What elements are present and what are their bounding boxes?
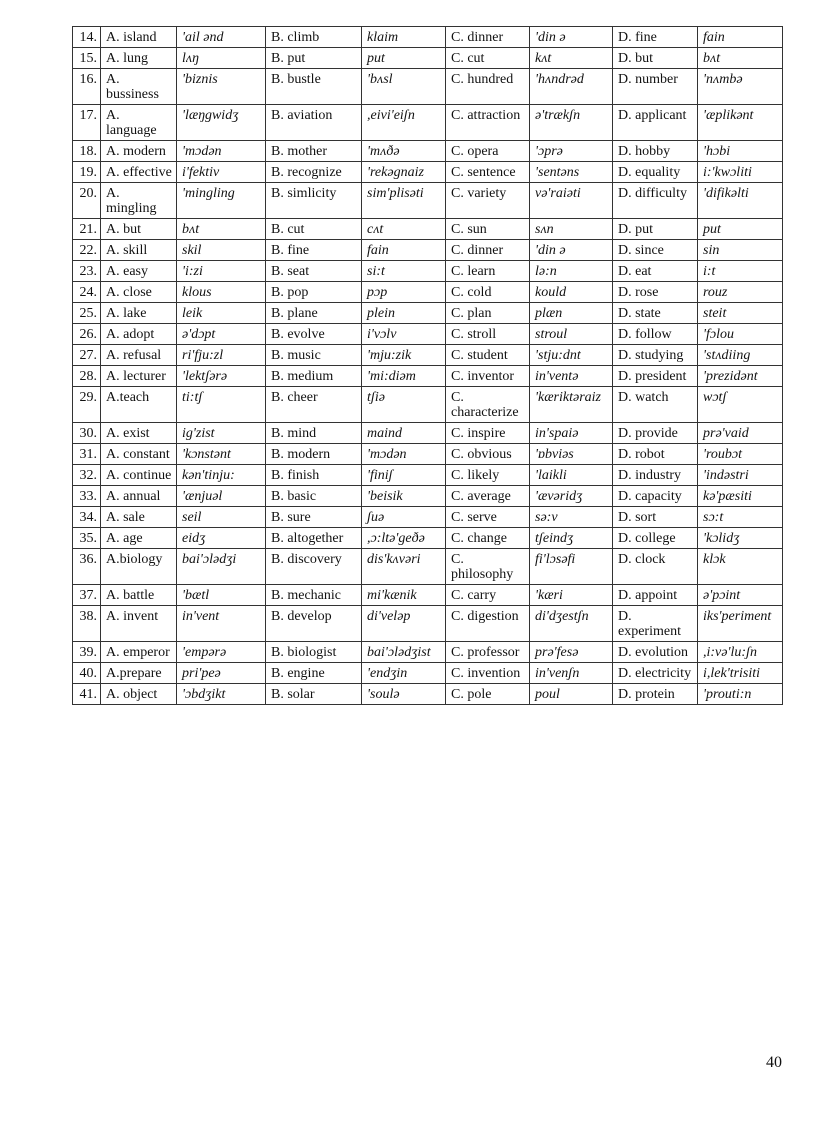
word-a: A. adopt [101,324,177,345]
table-row [73,606,783,642]
ipa-c: in'ventə [530,366,613,387]
word-b: B. develop [266,606,362,642]
ipa-d: sɔ:t [698,507,783,528]
word-a: A. constant [101,444,177,465]
word-a: A. sale [101,507,177,528]
word-a: A. lecturer [101,366,177,387]
word-d: D. clock [613,549,698,585]
word-b: B. solar [266,684,362,705]
word-a: A. refusal [101,345,177,366]
word-d: D. evolution [613,642,698,663]
table-row [73,183,783,219]
ipa-c: 'kæri [530,585,613,606]
row-number: 36. [73,549,101,585]
word-b: B. pop [266,282,362,303]
word-b: B. biologist [266,642,362,663]
table-row [73,507,783,528]
word-d: D. eat [613,261,698,282]
word-c: C. change [446,528,530,549]
ipa-c: və'raiəti [530,183,613,219]
word-b: B. bustle [266,69,362,105]
word-c: C. invention [446,663,530,684]
table-row [73,684,783,705]
ipa-b: pɔp [362,282,446,303]
word-c: C. digestion [446,606,530,642]
word-c: C. inspire [446,423,530,444]
ipa-a: ri'fju:zl [177,345,266,366]
word-d: D. difficulty [613,183,698,219]
ipa-a: 'empərə [177,642,266,663]
word-b: B. medium [266,366,362,387]
ipa-b: klaim [362,27,446,48]
ipa-d: bʌt [698,48,783,69]
ipa-d: i,lek'trisiti [698,663,783,684]
ipa-d: 'æplikənt [698,105,783,141]
ipa-c: kould [530,282,613,303]
row-number: 18. [73,141,101,162]
ipa-d: 'kɔlidʒ [698,528,783,549]
page-number: 40 [766,1054,782,1071]
table-row [73,528,783,549]
table-row [73,69,783,105]
ipa-d: fain [698,27,783,48]
word-c: C. average [446,486,530,507]
ipa-a: lʌŋ [177,48,266,69]
table-row [73,27,783,48]
row-number: 24. [73,282,101,303]
ipa-b: 'rekəgnaiz [362,162,446,183]
row-number: 22. [73,240,101,261]
word-a: A. skill [101,240,177,261]
ipa-c: stroul [530,324,613,345]
ipa-b: 'finiʃ [362,465,446,486]
ipa-a: ig'zist [177,423,266,444]
row-number: 14. [73,27,101,48]
word-d: D. electricity [613,663,698,684]
ipa-a: 'lektʃərə [177,366,266,387]
word-b: B. cut [266,219,362,240]
word-a: A. battle [101,585,177,606]
word-a: A. mingling [101,183,177,219]
word-d: D. number [613,69,698,105]
table-row [73,423,783,444]
row-number: 34. [73,507,101,528]
table-row [73,219,783,240]
row-number: 26. [73,324,101,345]
word-d: D. equality [613,162,698,183]
table-row [73,261,783,282]
row-number: 39. [73,642,101,663]
ipa-a: seil [177,507,266,528]
row-number: 38. [73,606,101,642]
ipa-b: i'vɔlv [362,324,446,345]
word-c: C. variety [446,183,530,219]
ipa-d: 'nʌmbə [698,69,783,105]
ipa-c: 'ɔprə [530,141,613,162]
ipa-c: 'kæriktəraiz [530,387,613,423]
row-number: 16. [73,69,101,105]
vocabulary-table [72,26,783,705]
word-c: C. student [446,345,530,366]
ipa-d: 'roubɔt [698,444,783,465]
ipa-a: skil [177,240,266,261]
table-row [73,465,783,486]
word-d: D. rose [613,282,698,303]
word-b: B. mind [266,423,362,444]
ipa-c: 'ɒbviəs [530,444,613,465]
word-b: B. discovery [266,549,362,585]
word-a: A.biology [101,549,177,585]
table-row [73,387,783,423]
vocabulary-rows [73,27,783,705]
word-b: B. simlicity [266,183,362,219]
ipa-a: eidʒ [177,528,266,549]
word-d: D. but [613,48,698,69]
ipa-b: mi'kænik [362,585,446,606]
row-number: 30. [73,423,101,444]
row-number: 20. [73,183,101,219]
ipa-a: klous [177,282,266,303]
row-number: 25. [73,303,101,324]
row-number: 17. [73,105,101,141]
ipa-d: 'hɔbi [698,141,783,162]
ipa-c: ə'trækʃn [530,105,613,141]
ipa-a: 'ail ənd [177,27,266,48]
table-row [73,444,783,465]
word-d: D. since [613,240,698,261]
ipa-b: 'mʌðə [362,141,446,162]
row-number: 23. [73,261,101,282]
word-b: B. modern [266,444,362,465]
ipa-d: 'fɔlou [698,324,783,345]
word-a: A. close [101,282,177,303]
table-row [73,282,783,303]
word-d: D. president [613,366,698,387]
row-number: 29. [73,387,101,423]
ipa-b: ,ɔ:ltə'geðə [362,528,446,549]
row-number: 41. [73,684,101,705]
ipa-a: leik [177,303,266,324]
ipa-b: ʃuə [362,507,446,528]
ipa-a: pri'peə [177,663,266,684]
ipa-c: 'laikli [530,465,613,486]
row-number: 35. [73,528,101,549]
word-b: B. cheer [266,387,362,423]
row-number: 15. [73,48,101,69]
ipa-a: 'kɔnstənt [177,444,266,465]
ipa-a: kən'tinju: [177,465,266,486]
word-d: D. industry [613,465,698,486]
word-c: C. dinner [446,240,530,261]
ipa-c: 'hʌndrəd [530,69,613,105]
row-number: 19. [73,162,101,183]
table-row [73,663,783,684]
word-c: C. professor [446,642,530,663]
word-a: A. continue [101,465,177,486]
row-number: 31. [73,444,101,465]
ipa-a: 'i:zi [177,261,266,282]
word-c: C. likely [446,465,530,486]
ipa-a: 'mɔdən [177,141,266,162]
ipa-b: ,eivi'eiʃn [362,105,446,141]
word-c: C. stroll [446,324,530,345]
word-c: C. philosophy [446,549,530,585]
word-b: B. fine [266,240,362,261]
ipa-a: i'fektiv [177,162,266,183]
word-b: B. finish [266,465,362,486]
ipa-d: 'prezidənt [698,366,783,387]
word-c: C. hundred [446,69,530,105]
ipa-c: tʃeindʒ [530,528,613,549]
ipa-c: di'dʒestʃn [530,606,613,642]
word-d: D. hobby [613,141,698,162]
word-c: C. obvious [446,444,530,465]
ipa-c: poul [530,684,613,705]
ipa-d: 'prouti:n [698,684,783,705]
word-c: C. dinner [446,27,530,48]
word-b: B. mother [266,141,362,162]
word-d: D. applicant [613,105,698,141]
word-c: C. inventor [446,366,530,387]
row-number: 27. [73,345,101,366]
table-row [73,642,783,663]
ipa-a: ə'dɔpt [177,324,266,345]
word-b: B. seat [266,261,362,282]
word-b: B. basic [266,486,362,507]
word-c: C. learn [446,261,530,282]
word-c: C. serve [446,507,530,528]
table-row [73,303,783,324]
ipa-b: 'mi:diəm [362,366,446,387]
ipa-d: steit [698,303,783,324]
ipa-c: in'venʃn [530,663,613,684]
ipa-c: 'sentəns [530,162,613,183]
ipa-b: 'mɔdən [362,444,446,465]
word-a: A. lake [101,303,177,324]
word-b: B. climb [266,27,362,48]
word-a: A. but [101,219,177,240]
word-d: D. provide [613,423,698,444]
ipa-b: plein [362,303,446,324]
ipa-d: ,i:və'lu:ʃn [698,642,783,663]
ipa-c: sə:v [530,507,613,528]
ipa-d: i:t [698,261,783,282]
word-c: C. sentence [446,162,530,183]
word-b: B. aviation [266,105,362,141]
ipa-a: 'mingling [177,183,266,219]
ipa-a: bʌt [177,219,266,240]
row-number: 40. [73,663,101,684]
ipa-d: kə'pæsiti [698,486,783,507]
word-c: C. plan [446,303,530,324]
table-row [73,105,783,141]
word-a: A. bussiness [101,69,177,105]
word-d: D. put [613,219,698,240]
table-row [73,324,783,345]
word-b: B. put [266,48,362,69]
ipa-a: in'vent [177,606,266,642]
word-d: D. capacity [613,486,698,507]
ipa-a: 'ænjuəl [177,486,266,507]
word-d: D. college [613,528,698,549]
word-a: A.teach [101,387,177,423]
row-number: 28. [73,366,101,387]
table-row [73,345,783,366]
word-a: A. lung [101,48,177,69]
ipa-d: i:'kwɔliti [698,162,783,183]
word-a: A. age [101,528,177,549]
ipa-c: sʌn [530,219,613,240]
ipa-d: 'indəstri [698,465,783,486]
row-number: 21. [73,219,101,240]
table-row [73,48,783,69]
ipa-b: 'soulə [362,684,446,705]
ipa-d: put [698,219,783,240]
table-row [73,141,783,162]
ipa-b: bai'ɔlədʒist [362,642,446,663]
ipa-a: 'bætl [177,585,266,606]
ipa-c: 'din ə [530,240,613,261]
word-a: A.prepare [101,663,177,684]
ipa-c: 'din ə [530,27,613,48]
word-d: D. experiment [613,606,698,642]
row-number: 33. [73,486,101,507]
word-c: C. cut [446,48,530,69]
ipa-c: lə:n [530,261,613,282]
word-d: D. protein [613,684,698,705]
ipa-d: ə'pɔint [698,585,783,606]
ipa-d: 'stʌdiing [698,345,783,366]
ipa-c: prə'fesə [530,642,613,663]
ipa-b: fain [362,240,446,261]
ipa-c: kʌt [530,48,613,69]
word-a: A. emperor [101,642,177,663]
word-c: C. attraction [446,105,530,141]
word-b: B. music [266,345,362,366]
table-row [73,162,783,183]
word-a: A. annual [101,486,177,507]
ipa-b: di'veləp [362,606,446,642]
word-c: C. pole [446,684,530,705]
word-d: D. studying [613,345,698,366]
row-number: 37. [73,585,101,606]
ipa-d: wɔtʃ [698,387,783,423]
ipa-c: fi'lɔsəfi [530,549,613,585]
word-a: A. language [101,105,177,141]
ipa-d: klɔk [698,549,783,585]
ipa-d: iks'periment [698,606,783,642]
word-d: D. follow [613,324,698,345]
word-b: B. sure [266,507,362,528]
table-row [73,240,783,261]
ipa-a: bai'ɔlədʒi [177,549,266,585]
word-c: C. carry [446,585,530,606]
word-b: B. evolve [266,324,362,345]
ipa-a: 'biznis [177,69,266,105]
word-d: D. state [613,303,698,324]
word-c: C. opera [446,141,530,162]
word-b: B. recognize [266,162,362,183]
table-row [73,549,783,585]
ipa-b: tʃiə [362,387,446,423]
ipa-b: 'mju:zik [362,345,446,366]
row-number: 32. [73,465,101,486]
word-c: C. cold [446,282,530,303]
ipa-d: prə'vaid [698,423,783,444]
ipa-b: maind [362,423,446,444]
word-a: A. effective [101,162,177,183]
table-row [73,585,783,606]
ipa-c: in'spaiə [530,423,613,444]
word-b: B. plane [266,303,362,324]
table-row [73,486,783,507]
word-c: C. characterize [446,387,530,423]
ipa-c: 'ævəridʒ [530,486,613,507]
ipa-d: sin [698,240,783,261]
ipa-c: 'stju:dnt [530,345,613,366]
word-a: A. easy [101,261,177,282]
word-d: D. robot [613,444,698,465]
word-a: A. modern [101,141,177,162]
word-c: C. sun [446,219,530,240]
ipa-b: 'endʒin [362,663,446,684]
word-d: D. appoint [613,585,698,606]
word-b: B. mechanic [266,585,362,606]
ipa-a: 'ɔbdʒikt [177,684,266,705]
table-row [73,366,783,387]
word-d: D. sort [613,507,698,528]
ipa-d: rouz [698,282,783,303]
word-b: B. engine [266,663,362,684]
ipa-b: dis'kʌvəri [362,549,446,585]
ipa-b: si:t [362,261,446,282]
word-d: D. fine [613,27,698,48]
word-b: B. altogether [266,528,362,549]
ipa-b: 'bʌsl [362,69,446,105]
ipa-a: ti:tʃ [177,387,266,423]
ipa-a: 'læŋgwidʒ [177,105,266,141]
word-a: A. island [101,27,177,48]
word-d: D. watch [613,387,698,423]
ipa-d: 'difikəlti [698,183,783,219]
ipa-b: put [362,48,446,69]
word-a: A. object [101,684,177,705]
ipa-b: cʌt [362,219,446,240]
ipa-b: 'beisik [362,486,446,507]
word-a: A. invent [101,606,177,642]
ipa-b: sim'plisəti [362,183,446,219]
word-a: A. exist [101,423,177,444]
ipa-c: plæn [530,303,613,324]
